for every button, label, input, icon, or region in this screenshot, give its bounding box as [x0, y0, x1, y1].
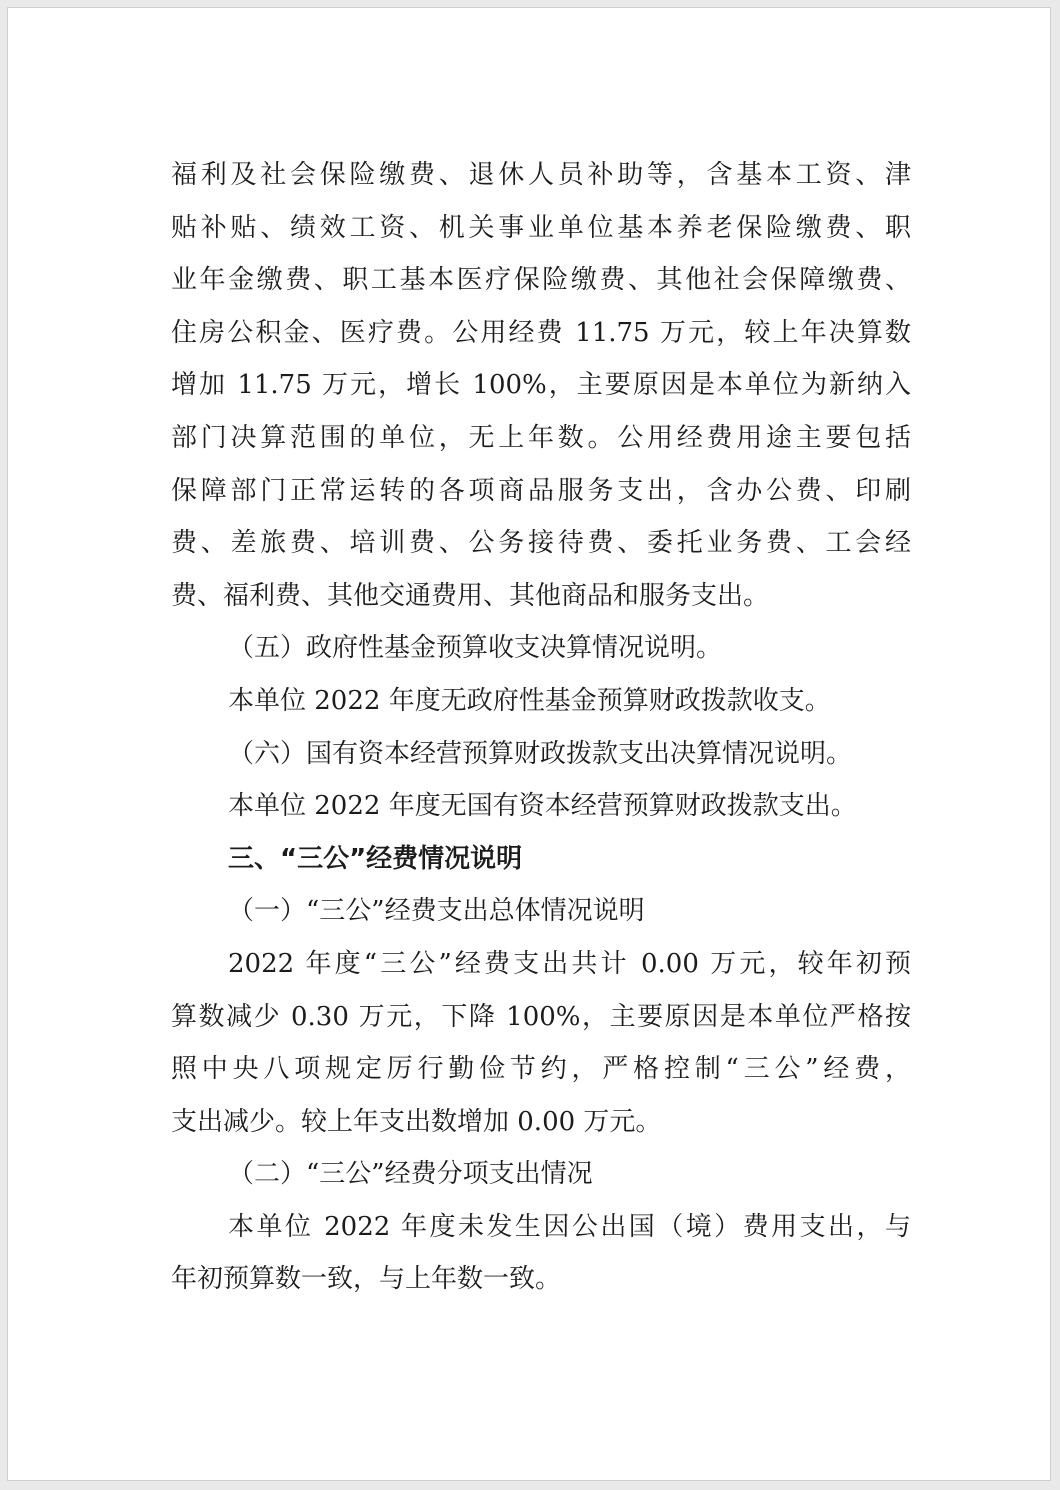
- section-heading-state-capital: （六）国有资本经营预算财政拨款支出决算情况说明。: [228, 738, 853, 769]
- text-line: 部门决算范围的单位，无上年数。公用经费用途主要包括: [171, 422, 911, 453]
- text-line: 住房公积金、医疗费。公用经费 11.75 万元，较上年决算数: [171, 317, 911, 348]
- subsection-heading-overall: （一）“三公”经费支出总体情况说明: [228, 896, 645, 927]
- text-line: 费、福利费、其他交通费用、其他商品和服务支出。: [171, 580, 770, 611]
- paragraph-itemized: [171, 1201, 911, 1306]
- paragraph-overall: [171, 938, 911, 1148]
- text-line: 支出减少。较上年支出数增加 0.00 万元。: [171, 1106, 662, 1137]
- text-line: 保障部门正常运转的各项商品服务支出，含办公费、印刷: [171, 475, 911, 506]
- paragraph-government-fund: 本单位 2022 年度无政府性基金预算财政拨款收支。: [228, 685, 831, 716]
- text-line: 算数减少 0.30 万元，下降 100%，主要原因是本单位严格按: [171, 1001, 911, 1032]
- text-line: 福利及社会保险缴费、退休人员补助等，含基本工资、津: [171, 160, 911, 190]
- text-line: 费、差旅费、培训费、公务接待费、委托业务费、工会经: [171, 528, 911, 559]
- document-body: [171, 149, 911, 1306]
- paragraph-state-capital: 本单位 2022 年度无国有资本经营预算财政拨款支出。: [228, 791, 857, 822]
- document-page: [7, 7, 1051, 1481]
- section-heading-three-public: 三、“三公”经费情况说明: [228, 843, 523, 874]
- text-line: 年初预算数一致，与上年数一致。: [171, 1264, 562, 1295]
- text-line: 业年金缴费、职工基本医疗保险缴费、其他社会保障缴费、: [171, 265, 911, 296]
- text-line: 贴补贴、绩效工资、机关事业单位基本养老保险缴费、职: [171, 212, 911, 243]
- text-line: 2022 年度“三公”经费支出共计 0.00 万元，较年初预: [228, 948, 911, 979]
- paragraph-public-expenditure: [171, 149, 911, 622]
- section-heading-government-fund: （五）政府性基金预算收支决算情况说明。: [228, 633, 723, 664]
- subsection-heading-itemized: （二）“三公”经费分项支出情况: [228, 1159, 593, 1190]
- text-line: 增加 11.75 万元，增长 100%，主要原因是本单位为新纳入: [171, 370, 911, 401]
- text-line: 本单位 2022 年度未发生因公出国（境）费用支出，与: [228, 1211, 911, 1242]
- text-line: 照中央八项规定厉行勤俭节约，严格控制“三公”经费，: [171, 1054, 911, 1085]
